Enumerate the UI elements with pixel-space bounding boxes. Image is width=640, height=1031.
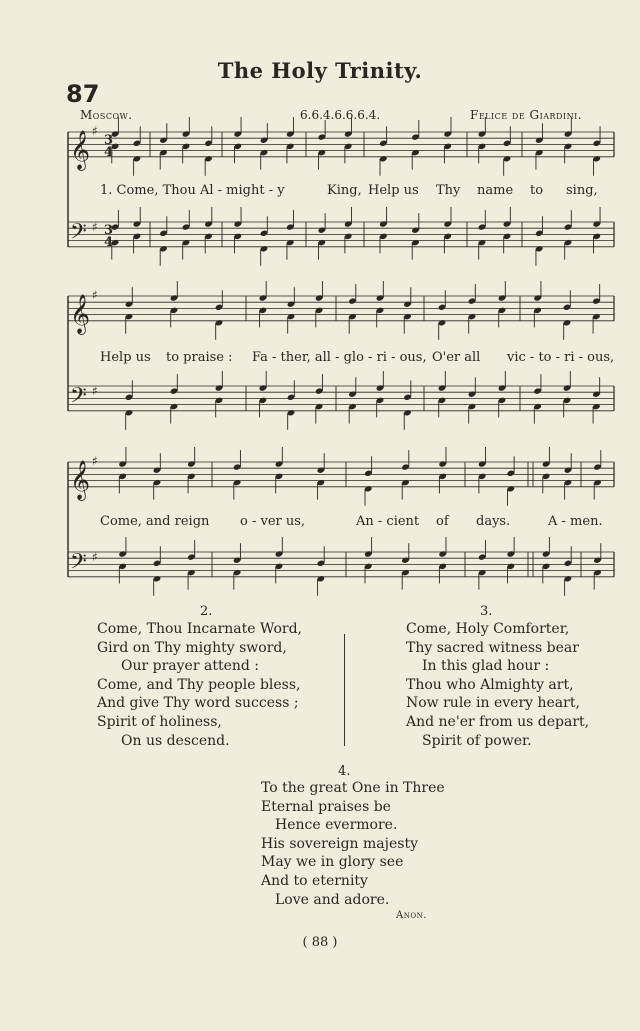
key-signature: ♯ bbox=[92, 454, 98, 468]
lyrics-line-2a: Help us bbox=[100, 350, 151, 365]
lyrics-line-1c: Help us bbox=[368, 183, 419, 198]
verse-line: Spirit of power. bbox=[422, 732, 532, 749]
verse-line: Spirit of holiness, bbox=[97, 713, 222, 730]
verse-line: Hence evermore. bbox=[275, 817, 398, 834]
lyrics-line-3a: Come, and reign bbox=[100, 514, 210, 529]
verse-line: In this glad hour : bbox=[422, 658, 550, 675]
stanza-2 bbox=[97, 620, 302, 750]
key-signature: ♯ bbox=[92, 384, 98, 398]
lyrics-line-3c: An - cient bbox=[356, 514, 420, 529]
lyrics-line-2c: Fa - ther, all - glo - ri - ous, bbox=[252, 350, 427, 365]
verse-line: Come, Holy Comforter, bbox=[406, 621, 570, 637]
attribution: Anon. bbox=[396, 910, 427, 921]
verse-line: May we in glory see bbox=[261, 854, 404, 871]
key-signature: ♯ bbox=[92, 288, 98, 302]
stanza-divider bbox=[344, 634, 345, 746]
verse-line: Now rule in every heart, bbox=[406, 695, 580, 712]
stanza-4-number: 4. bbox=[338, 764, 351, 779]
verse-line: And ne'er from us depart, bbox=[406, 713, 590, 730]
lyrics-line-2d: O'er all bbox=[432, 350, 481, 365]
verse-line: And give Thy word success ; bbox=[97, 695, 299, 712]
lyrics-line-3b: o - ver us, bbox=[240, 514, 306, 529]
time-signature: 4 bbox=[104, 145, 114, 160]
lyrics-line-1e: name bbox=[477, 183, 514, 198]
page-number: ( 88 ) bbox=[302, 935, 338, 950]
composer: Felice de Giardini. bbox=[470, 108, 583, 122]
lyrics-line-1f: to bbox=[530, 183, 544, 198]
stanza-2-number: 2. bbox=[200, 604, 213, 619]
lyrics-line-2b: to praise : bbox=[166, 350, 233, 365]
time-signature: 3 bbox=[104, 223, 114, 238]
verse-line: Gird on Thy mighty sword, bbox=[97, 639, 287, 656]
verse-line: Love and adore. bbox=[275, 891, 390, 908]
verse-line: Our prayer attend : bbox=[121, 658, 260, 675]
key-signature: ♯ bbox=[92, 124, 98, 138]
bass-clef: 𝄢 bbox=[70, 549, 87, 580]
verse-line: On us descend. bbox=[121, 732, 230, 749]
verse-line: And to eternity bbox=[261, 872, 368, 889]
stanza-4 bbox=[261, 779, 445, 909]
verse-line: Come, and Thy people bless, bbox=[97, 676, 301, 693]
lyrics-line-1d: Thy bbox=[436, 183, 461, 198]
verse-line: Eternal praises be bbox=[261, 798, 391, 815]
lyrics-line-3d: of bbox=[436, 514, 449, 529]
lyrics-line-1b: King, bbox=[327, 183, 362, 198]
bass-clef: 𝄢 bbox=[70, 383, 87, 414]
hymn-title: The Holy Trinity. bbox=[217, 58, 423, 83]
verse-line: To the great One in Three bbox=[261, 780, 445, 796]
meter: 6.6.4.6.6.6.4. bbox=[300, 108, 381, 122]
verse-line: Thou who Almighty art, bbox=[406, 676, 574, 693]
verse-line: Come, Thou Incarnate Word, bbox=[97, 621, 302, 637]
verse-line: Thy sacred witness bear bbox=[406, 639, 579, 656]
lyrics-line-3f: A - men. bbox=[548, 514, 603, 529]
hymn-number: 87 bbox=[66, 80, 100, 108]
time-signature: 4 bbox=[104, 235, 114, 250]
stanza-3 bbox=[406, 620, 589, 750]
lyrics-line-1a: 1. Come, Thou Al - might - y bbox=[100, 183, 285, 198]
time-signature: 3 bbox=[104, 133, 114, 148]
lyrics-line-3e: days. bbox=[476, 514, 511, 529]
lyrics-line-2e: vic - to - ri - ous, bbox=[507, 350, 615, 365]
key-signature: ♯ bbox=[92, 220, 98, 234]
treble-clef: 𝄞 bbox=[70, 129, 91, 170]
stanza-3-number: 3. bbox=[480, 604, 493, 619]
lyrics-line-1g: sing, bbox=[566, 183, 598, 198]
verse-line: His sovereign majesty bbox=[261, 835, 418, 852]
treble-clef: 𝄞 bbox=[70, 293, 91, 334]
tune-name: Moscow. bbox=[80, 108, 133, 122]
bass-clef: 𝄢 bbox=[70, 219, 87, 250]
treble-clef: 𝄞 bbox=[70, 459, 91, 500]
key-signature: ♯ bbox=[92, 550, 98, 564]
